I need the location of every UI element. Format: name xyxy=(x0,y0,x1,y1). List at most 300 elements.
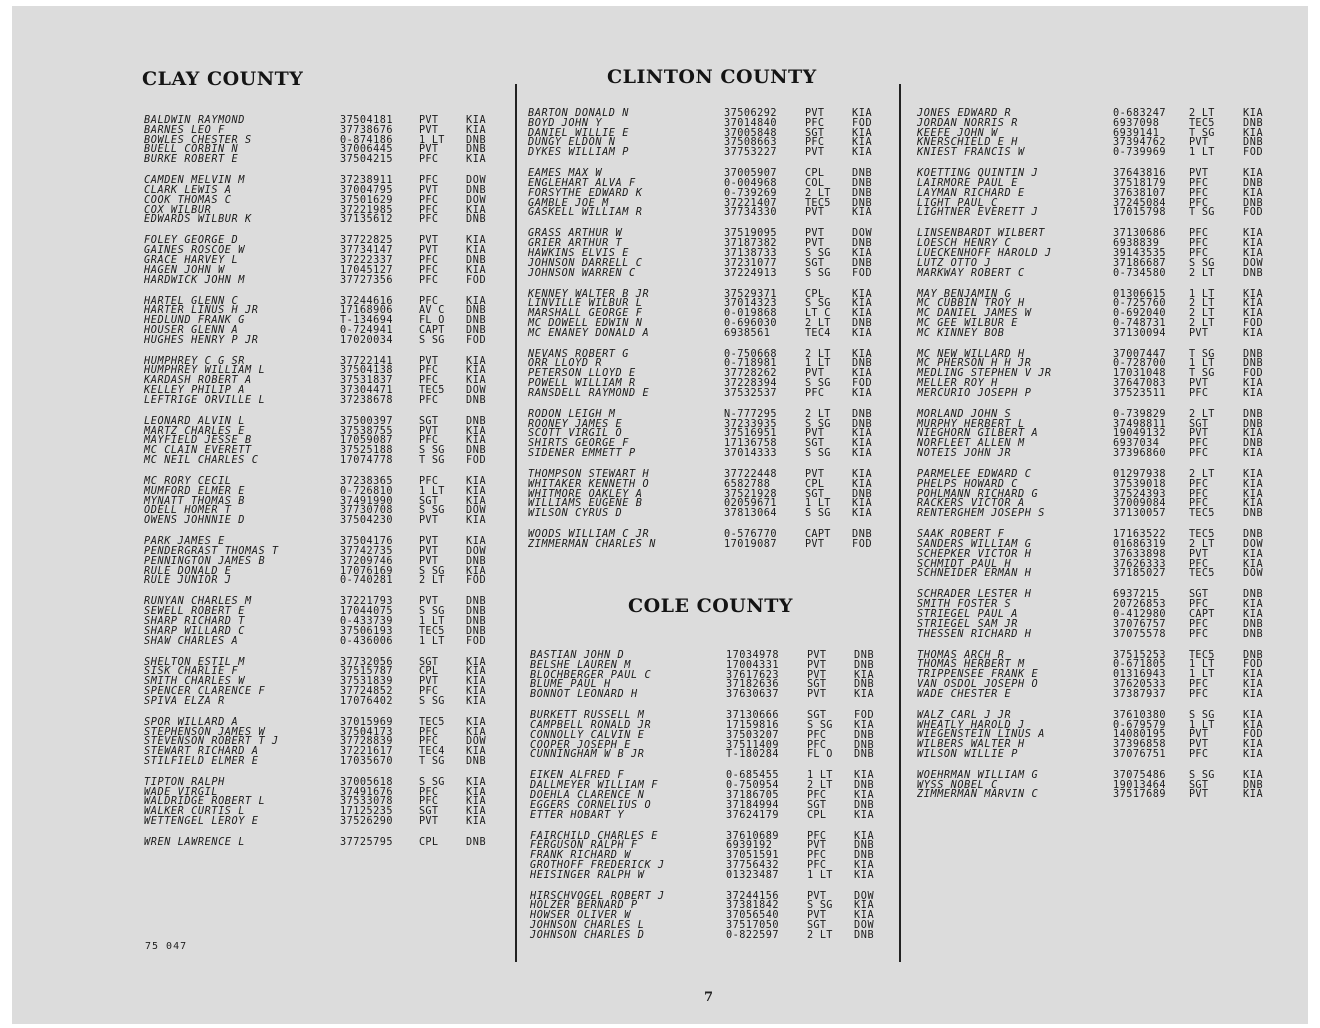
rank: CPL xyxy=(805,288,825,300)
rank: PFC xyxy=(1189,688,1209,700)
rank: PVT xyxy=(805,238,825,250)
rank: SGT xyxy=(807,679,827,691)
page-number: 7 xyxy=(704,990,714,1005)
casualty-status: KIA xyxy=(854,910,875,922)
rank: PVT xyxy=(419,184,439,196)
soldier-name: WHITAKER KENNETH O xyxy=(528,478,650,490)
casualty-row xyxy=(917,690,1297,700)
casualty-status: DNB xyxy=(854,749,875,761)
serial-number: 37734330 xyxy=(724,207,778,219)
rank: PFC xyxy=(1189,187,1209,199)
serial-number: 0-436006 xyxy=(340,635,394,647)
soldier-name: JORDAN NORRIS R xyxy=(917,117,1019,129)
rank: TEC4 xyxy=(805,327,831,339)
serial-number: 37624179 xyxy=(726,809,780,821)
casualty-status: DNB xyxy=(466,144,487,156)
name-group xyxy=(530,651,892,700)
serial-number: 37014333 xyxy=(724,448,778,460)
casualty-status: KIA xyxy=(852,247,873,259)
soldier-name: COOK THOMAS C xyxy=(144,194,232,206)
serial-number: 19013464 xyxy=(1113,779,1167,791)
serial-number: 37504173 xyxy=(340,726,394,738)
serial-number: 37725795 xyxy=(340,837,394,849)
casualty-status: DNB xyxy=(854,739,875,751)
name-group xyxy=(917,410,1297,459)
soldier-name: BURKE ROBERT E xyxy=(144,154,239,166)
rank: 1 LT xyxy=(807,869,833,881)
serial-number: 37517050 xyxy=(726,920,780,932)
serial-number: 14080195 xyxy=(1113,729,1167,741)
soldier-name: TIPTON RALPH xyxy=(144,776,225,788)
rank: PVT xyxy=(805,428,825,440)
name-group xyxy=(530,892,892,941)
casualty-status: DNB xyxy=(466,254,487,266)
soldier-name: FERGUSON RALPH F xyxy=(530,840,638,852)
serial-number: 0-019868 xyxy=(724,308,778,320)
rank: PVT xyxy=(805,539,825,550)
serial-number: 37005907 xyxy=(724,168,778,180)
rank: PFC xyxy=(1189,438,1209,450)
casualty-status: KIA xyxy=(1243,709,1264,721)
serial-number: 37491676 xyxy=(340,786,394,798)
soldier-name: MC PHERSON H H JR xyxy=(917,358,1032,370)
soldier-name: LAYMAN RICHARD E xyxy=(917,187,1025,199)
casualty-status: DOW xyxy=(854,890,875,902)
casualty-row xyxy=(144,637,504,647)
rank: PFC xyxy=(419,375,439,387)
casualty-status: KIA xyxy=(1243,688,1264,700)
rank: TEC5 xyxy=(1189,568,1215,580)
casualty-row xyxy=(144,838,504,848)
casualty-status: FOD xyxy=(466,274,487,286)
casualty-status: KIA xyxy=(1243,108,1264,119)
casualty-status: KIA xyxy=(1243,378,1264,390)
casualty-status: KIA xyxy=(1243,789,1264,801)
serial-number: 37007447 xyxy=(1113,348,1167,360)
rank: S SG xyxy=(807,719,833,731)
rank: PFC xyxy=(1189,247,1209,259)
serial-number: 17015798 xyxy=(1113,207,1167,219)
serial-number: 37722825 xyxy=(340,235,394,247)
soldier-name: WOEHRMAN WILLIAM G xyxy=(917,769,1039,781)
soldier-name: ENGLEHART ALVA F xyxy=(528,177,636,189)
serial-number: 6582788 xyxy=(724,478,771,490)
serial-number: 0-685455 xyxy=(726,770,780,782)
casualty-row xyxy=(144,215,504,225)
soldier-name: SISK CHARLIE F xyxy=(144,666,239,678)
soldier-name: LINVILLE WILBUR L xyxy=(528,298,643,310)
serial-number: 37187382 xyxy=(724,238,778,250)
casualty-row xyxy=(530,811,892,821)
name-group xyxy=(917,711,1297,760)
soldier-name: KEEFE JOHN W xyxy=(917,127,998,139)
serial-number: 37238678 xyxy=(340,394,394,406)
soldier-name: LUECKENHOFF HAROLD J xyxy=(917,247,1052,259)
soldier-name: RULE JUNIOR J xyxy=(144,575,232,587)
serial-number: 6939141 xyxy=(1113,127,1160,139)
casualty-status: KIA xyxy=(854,770,875,782)
rank: COL xyxy=(805,177,825,189)
casualty-status: DNB xyxy=(466,315,487,327)
rank: 2 LT xyxy=(1189,469,1215,481)
serial-number: 0-726810 xyxy=(340,485,394,497)
soldier-name: GROTHOFF FREDERICK J xyxy=(530,859,665,871)
soldier-name: MURPHY HERBERT L xyxy=(917,418,1025,430)
serial-number: 0-739969 xyxy=(1113,147,1167,159)
soldier-name: LUTZ OTTO J xyxy=(917,257,992,269)
soldier-name: EDWARDS WILBUR K xyxy=(144,214,252,226)
serial-number: T-134694 xyxy=(340,315,394,327)
rank: SGT xyxy=(807,920,827,932)
column-divider-left xyxy=(515,84,517,962)
casualty-status: KIA xyxy=(1243,469,1264,481)
soldier-name: BARNES LEO F xyxy=(144,124,225,136)
soldier-name: RUNYAN CHARLES M xyxy=(144,596,252,608)
casualty-row xyxy=(144,697,504,707)
name-group xyxy=(528,229,890,278)
rank: SGT xyxy=(1189,418,1209,430)
soldier-name: THOMAS HERBERT M xyxy=(917,659,1025,671)
casualty-status: KIA xyxy=(466,685,487,697)
casualty-status: KIA xyxy=(466,355,487,367)
soldier-name: LIGHT PAUL C xyxy=(917,197,998,209)
serial-number: 17125235 xyxy=(340,806,394,818)
casualty-status: KIA xyxy=(1243,298,1264,310)
rank: 2 LT xyxy=(805,187,831,199)
casualty-status: KIA xyxy=(1243,678,1264,690)
casualty-row xyxy=(528,449,890,459)
casualty-status: DNB xyxy=(1243,589,1264,601)
casualty-status: DNB xyxy=(1243,408,1264,420)
rank: SGT xyxy=(807,710,827,722)
soldier-name: PHELPS HOWARD C xyxy=(917,478,1019,490)
casualty-status: KIA xyxy=(1243,387,1264,399)
name-group xyxy=(917,109,1297,158)
soldier-name: SHELTON ESTIL M xyxy=(144,656,246,668)
rank: PVT xyxy=(419,425,439,437)
soldier-name: WALDRIDGE ROBERT L xyxy=(144,796,266,808)
casualty-status: KIA xyxy=(1243,288,1264,300)
serial-number: 37630637 xyxy=(726,689,780,701)
soldier-name: JOHNSON CHARLES L xyxy=(530,920,645,932)
rank: PFC xyxy=(1189,488,1209,500)
serial-number: 01686319 xyxy=(1113,539,1167,550)
serial-number: 17163522 xyxy=(1113,529,1167,541)
serial-number: 01306615 xyxy=(1113,288,1167,300)
rank: S SG xyxy=(805,378,831,390)
rank: PFC xyxy=(1189,387,1209,399)
name-group xyxy=(144,597,504,646)
casualty-status: DOW xyxy=(466,736,487,748)
serial-number: 17059087 xyxy=(340,435,394,447)
casualty-status: KIA xyxy=(1243,428,1264,440)
name-group xyxy=(144,417,504,466)
rank: LT C xyxy=(805,308,831,320)
casualty-status: KIA xyxy=(1243,748,1264,760)
casualty-status: DNB xyxy=(466,305,487,317)
soldier-name: NIEGHORN GILBERT A xyxy=(917,428,1039,440)
casualty-status: DNB xyxy=(1243,348,1264,360)
name-group xyxy=(144,357,504,406)
rank: PVT xyxy=(805,147,825,159)
casualty-status: KIA xyxy=(466,264,487,276)
casualty-status: KIA xyxy=(1243,558,1264,570)
soldier-name: BARTON DONALD N xyxy=(528,108,630,119)
serial-number: 37238911 xyxy=(340,175,394,187)
rank: PVT xyxy=(807,890,827,902)
rank: CAPT xyxy=(805,529,831,541)
serial-number: 01323487 xyxy=(726,869,780,881)
soldier-name: GAMBLE JOE M xyxy=(528,197,609,209)
soldier-name: CUNNINGHAM W B JR xyxy=(530,749,645,761)
casualty-row xyxy=(144,276,504,286)
soldier-name: LEFTRIGE ORVILLE L xyxy=(144,394,266,406)
rank: 1 LT xyxy=(1189,669,1215,681)
casualty-status: DNB xyxy=(1243,267,1264,279)
rank: 2 LT xyxy=(1189,108,1215,119)
serial-number: 0-671805 xyxy=(1113,659,1167,671)
casualty-status: KIA xyxy=(852,207,873,219)
casualty-status: DNB xyxy=(852,408,873,420)
serial-number: 37004795 xyxy=(340,184,394,196)
casualty-status: DNB xyxy=(854,799,875,811)
serial-number: 0-750668 xyxy=(724,348,778,360)
rank: PVT xyxy=(419,546,439,557)
rank: PVT xyxy=(419,355,439,367)
soldier-name: KARDASH ROBERT A xyxy=(144,375,252,387)
soldier-name: WADE VIRGIL xyxy=(144,786,219,798)
rank: PVT xyxy=(419,245,439,257)
rank: S SG xyxy=(805,247,831,259)
casualty-status: DNB xyxy=(852,197,873,209)
serial-number: 37504138 xyxy=(340,365,394,377)
soldier-name: THESSEN RICHARD H xyxy=(917,628,1032,640)
casualty-status: KIA xyxy=(852,308,873,320)
rank: PVT xyxy=(805,108,825,119)
casualty-status: KIA xyxy=(1243,769,1264,781)
soldier-name: HOUSER GLENN A xyxy=(144,324,239,336)
casualty-status: KIA xyxy=(466,776,487,788)
casualty-status: DNB xyxy=(852,358,873,370)
column-divider-right xyxy=(899,84,901,962)
casualty-status: KIA xyxy=(466,245,487,257)
serial-number: 37519095 xyxy=(724,228,778,240)
casualty-status: DNB xyxy=(466,324,487,336)
casualty-status: KIA xyxy=(466,676,487,688)
casualty-status: FOD xyxy=(852,378,873,390)
soldier-name: ORR LLOYD R xyxy=(528,358,603,370)
rank: PFC xyxy=(1189,748,1209,760)
serial-number: 37244156 xyxy=(726,890,780,902)
serial-number: 0-739269 xyxy=(724,187,778,199)
casualty-status: FOD xyxy=(466,455,487,467)
rank: S SG xyxy=(419,695,445,707)
casualty-status: DOW xyxy=(466,385,487,397)
rank: PFC xyxy=(419,476,439,488)
casualty-status: DNB xyxy=(852,168,873,180)
serial-number: 6937215 xyxy=(1113,589,1160,601)
rank: TEC5 xyxy=(1189,117,1215,129)
casualty-status: DNB xyxy=(854,679,875,691)
casualty-status: DNB xyxy=(852,529,873,541)
serial-number: 37742735 xyxy=(340,546,394,557)
rank: T SG xyxy=(419,455,445,467)
serial-number: 0-004968 xyxy=(724,177,778,189)
rank: S SG xyxy=(419,606,445,618)
casualty-status: DNB xyxy=(854,650,875,661)
casualty-status: KIA xyxy=(852,387,873,399)
serial-number: 0-433739 xyxy=(340,615,394,627)
soldier-name: MC DANIEL JAMES W xyxy=(917,308,1032,320)
serial-number: 37738676 xyxy=(340,124,394,136)
rank: SGT xyxy=(419,656,439,668)
rank: TEC5 xyxy=(1189,508,1215,520)
casualty-status: DNB xyxy=(1243,649,1264,661)
soldier-name: WADE CHESTER E xyxy=(917,688,1012,700)
rank: 1 LT xyxy=(419,134,445,146)
rank: PVT xyxy=(1189,137,1209,149)
rank: 2 LT xyxy=(807,780,833,792)
soldier-name: KELLEY PHILIP A xyxy=(144,385,246,397)
serial-number: 17045127 xyxy=(340,264,394,276)
serial-number: 37620533 xyxy=(1113,678,1167,690)
rank: 2 LT xyxy=(805,408,831,420)
serial-number: 37233935 xyxy=(724,418,778,430)
rank: S SG xyxy=(807,900,833,912)
serial-number: 37009084 xyxy=(1113,498,1167,510)
serial-number: 17136758 xyxy=(724,438,778,450)
serial-number: 01297938 xyxy=(1113,469,1167,481)
soldier-name: HEDLUND FRANK G xyxy=(144,315,246,327)
casualty-status: KIA xyxy=(466,716,487,728)
casualty-status: KIA xyxy=(466,746,487,758)
soldier-name: HAGEN JOHN W xyxy=(144,264,225,276)
soldier-name: KOETTING QUINTIN J xyxy=(917,168,1039,180)
soldier-name: DYKES WILLIAM P xyxy=(528,147,630,159)
casualty-status: DNB xyxy=(854,659,875,671)
serial-number: 17020034 xyxy=(340,334,394,346)
rank: PVT xyxy=(807,669,827,681)
name-group xyxy=(528,109,890,158)
casualty-row xyxy=(144,817,504,827)
casualty-status: DOW xyxy=(466,175,487,187)
soldier-name: STRIEGEL PAUL A xyxy=(917,608,1019,620)
rank: 2 LT xyxy=(1189,267,1215,279)
soldier-name: JONES EDWARD R xyxy=(917,108,1012,119)
serial-number: 37130057 xyxy=(1113,508,1167,520)
soldier-name: WHITMORE OAKLEY A xyxy=(528,488,643,500)
casualty-status: DNB xyxy=(1243,197,1264,209)
casualty-row xyxy=(528,509,890,519)
casualty-status: KIA xyxy=(466,726,487,738)
rank: 1 LT xyxy=(1189,147,1215,159)
casualty-status: DNB xyxy=(466,755,487,767)
soldier-name: MORLAND JOHN S xyxy=(917,408,1012,420)
serial-number: 37130686 xyxy=(1113,228,1167,240)
casualty-row xyxy=(917,569,1297,579)
casualty-status: KIA xyxy=(852,448,873,460)
serial-number: 0-750954 xyxy=(726,780,780,792)
soldier-name: GRACE HARVEY L xyxy=(144,254,239,266)
soldier-name: HARTEL GLENN C xyxy=(144,295,239,307)
casualty-status: KIA xyxy=(854,859,875,871)
serial-number: 37015969 xyxy=(340,716,394,728)
serial-number: 37056540 xyxy=(726,910,780,922)
rank: TEC5 xyxy=(1189,529,1215,541)
rank: CPL xyxy=(419,666,439,678)
serial-number: 37511409 xyxy=(726,739,780,751)
rank: PVT xyxy=(807,840,827,852)
soldier-name: WALZ CARL J JR xyxy=(917,709,1012,721)
casualty-status: KIA xyxy=(854,689,875,701)
rank: S SG xyxy=(1189,709,1215,721)
rank: PVT xyxy=(419,124,439,136)
casualty-status: KIA xyxy=(466,435,487,447)
serial-number: 0-683247 xyxy=(1113,108,1167,119)
soldier-name: LOESCH HENRY C xyxy=(917,238,1012,250)
name-group xyxy=(530,832,892,881)
serial-number: 37532537 xyxy=(724,387,778,399)
rank: 1 LT xyxy=(805,498,831,510)
rank: PFC xyxy=(1189,628,1209,640)
serial-number: 17076402 xyxy=(340,695,394,707)
serial-number: 37539018 xyxy=(1113,478,1167,490)
rank: PFC xyxy=(1189,448,1209,460)
roster-column-continued xyxy=(917,109,1297,811)
name-group xyxy=(530,771,892,820)
serial-number: 37014840 xyxy=(724,117,778,129)
casualty-status: FOD xyxy=(852,267,873,279)
casualty-row xyxy=(144,396,504,406)
soldier-name: TRIPPENSEE FRANK E xyxy=(917,669,1039,681)
soldier-name: BLUME PAUL H xyxy=(530,679,611,691)
soldier-name: SPIVA ELZA R xyxy=(144,695,225,707)
casualty-status: KIA xyxy=(466,124,487,136)
rank: PFC xyxy=(419,264,439,276)
soldier-name: THOMPSON STEWART H xyxy=(528,469,650,481)
soldier-name: HIRSCHVOGEL ROBERT J xyxy=(530,890,665,902)
soldier-name: FRANK RICHARD W xyxy=(530,850,632,862)
rank: PVT xyxy=(1189,428,1209,440)
name-group xyxy=(528,290,890,339)
rank: PFC xyxy=(419,194,439,206)
serial-number: 0-576770 xyxy=(724,529,778,541)
casualty-status: FOD xyxy=(1243,368,1264,380)
name-group xyxy=(528,470,890,519)
casualty-status: DOW xyxy=(854,920,875,932)
soldier-name: SEWELL ROBERT E xyxy=(144,606,246,618)
rank: S SG xyxy=(1189,257,1215,269)
serial-number: 17159816 xyxy=(726,719,780,731)
serial-number: 0-734580 xyxy=(1113,267,1167,279)
casualty-row xyxy=(144,757,504,767)
serial-number: 37523511 xyxy=(1113,387,1167,399)
soldier-name: CAMDEN MELVIN M xyxy=(144,175,246,187)
rank: PVT xyxy=(419,144,439,156)
rank: CPL xyxy=(419,837,439,849)
casualty-status: DNB xyxy=(1243,117,1264,129)
casualty-status: KIA xyxy=(854,809,875,821)
soldier-name: RACKERS VICTOR A xyxy=(917,498,1025,510)
casualty-status: DNB xyxy=(1243,137,1264,149)
rank: PFC xyxy=(807,729,827,741)
casualty-status: KIA xyxy=(1243,448,1264,460)
soldier-name: POWELL WILLIAM R xyxy=(528,378,636,390)
rank: T SG xyxy=(1189,127,1215,139)
rank: CPL xyxy=(805,168,825,180)
serial-number: 17076169 xyxy=(340,565,394,577)
rank: PVT xyxy=(805,368,825,380)
